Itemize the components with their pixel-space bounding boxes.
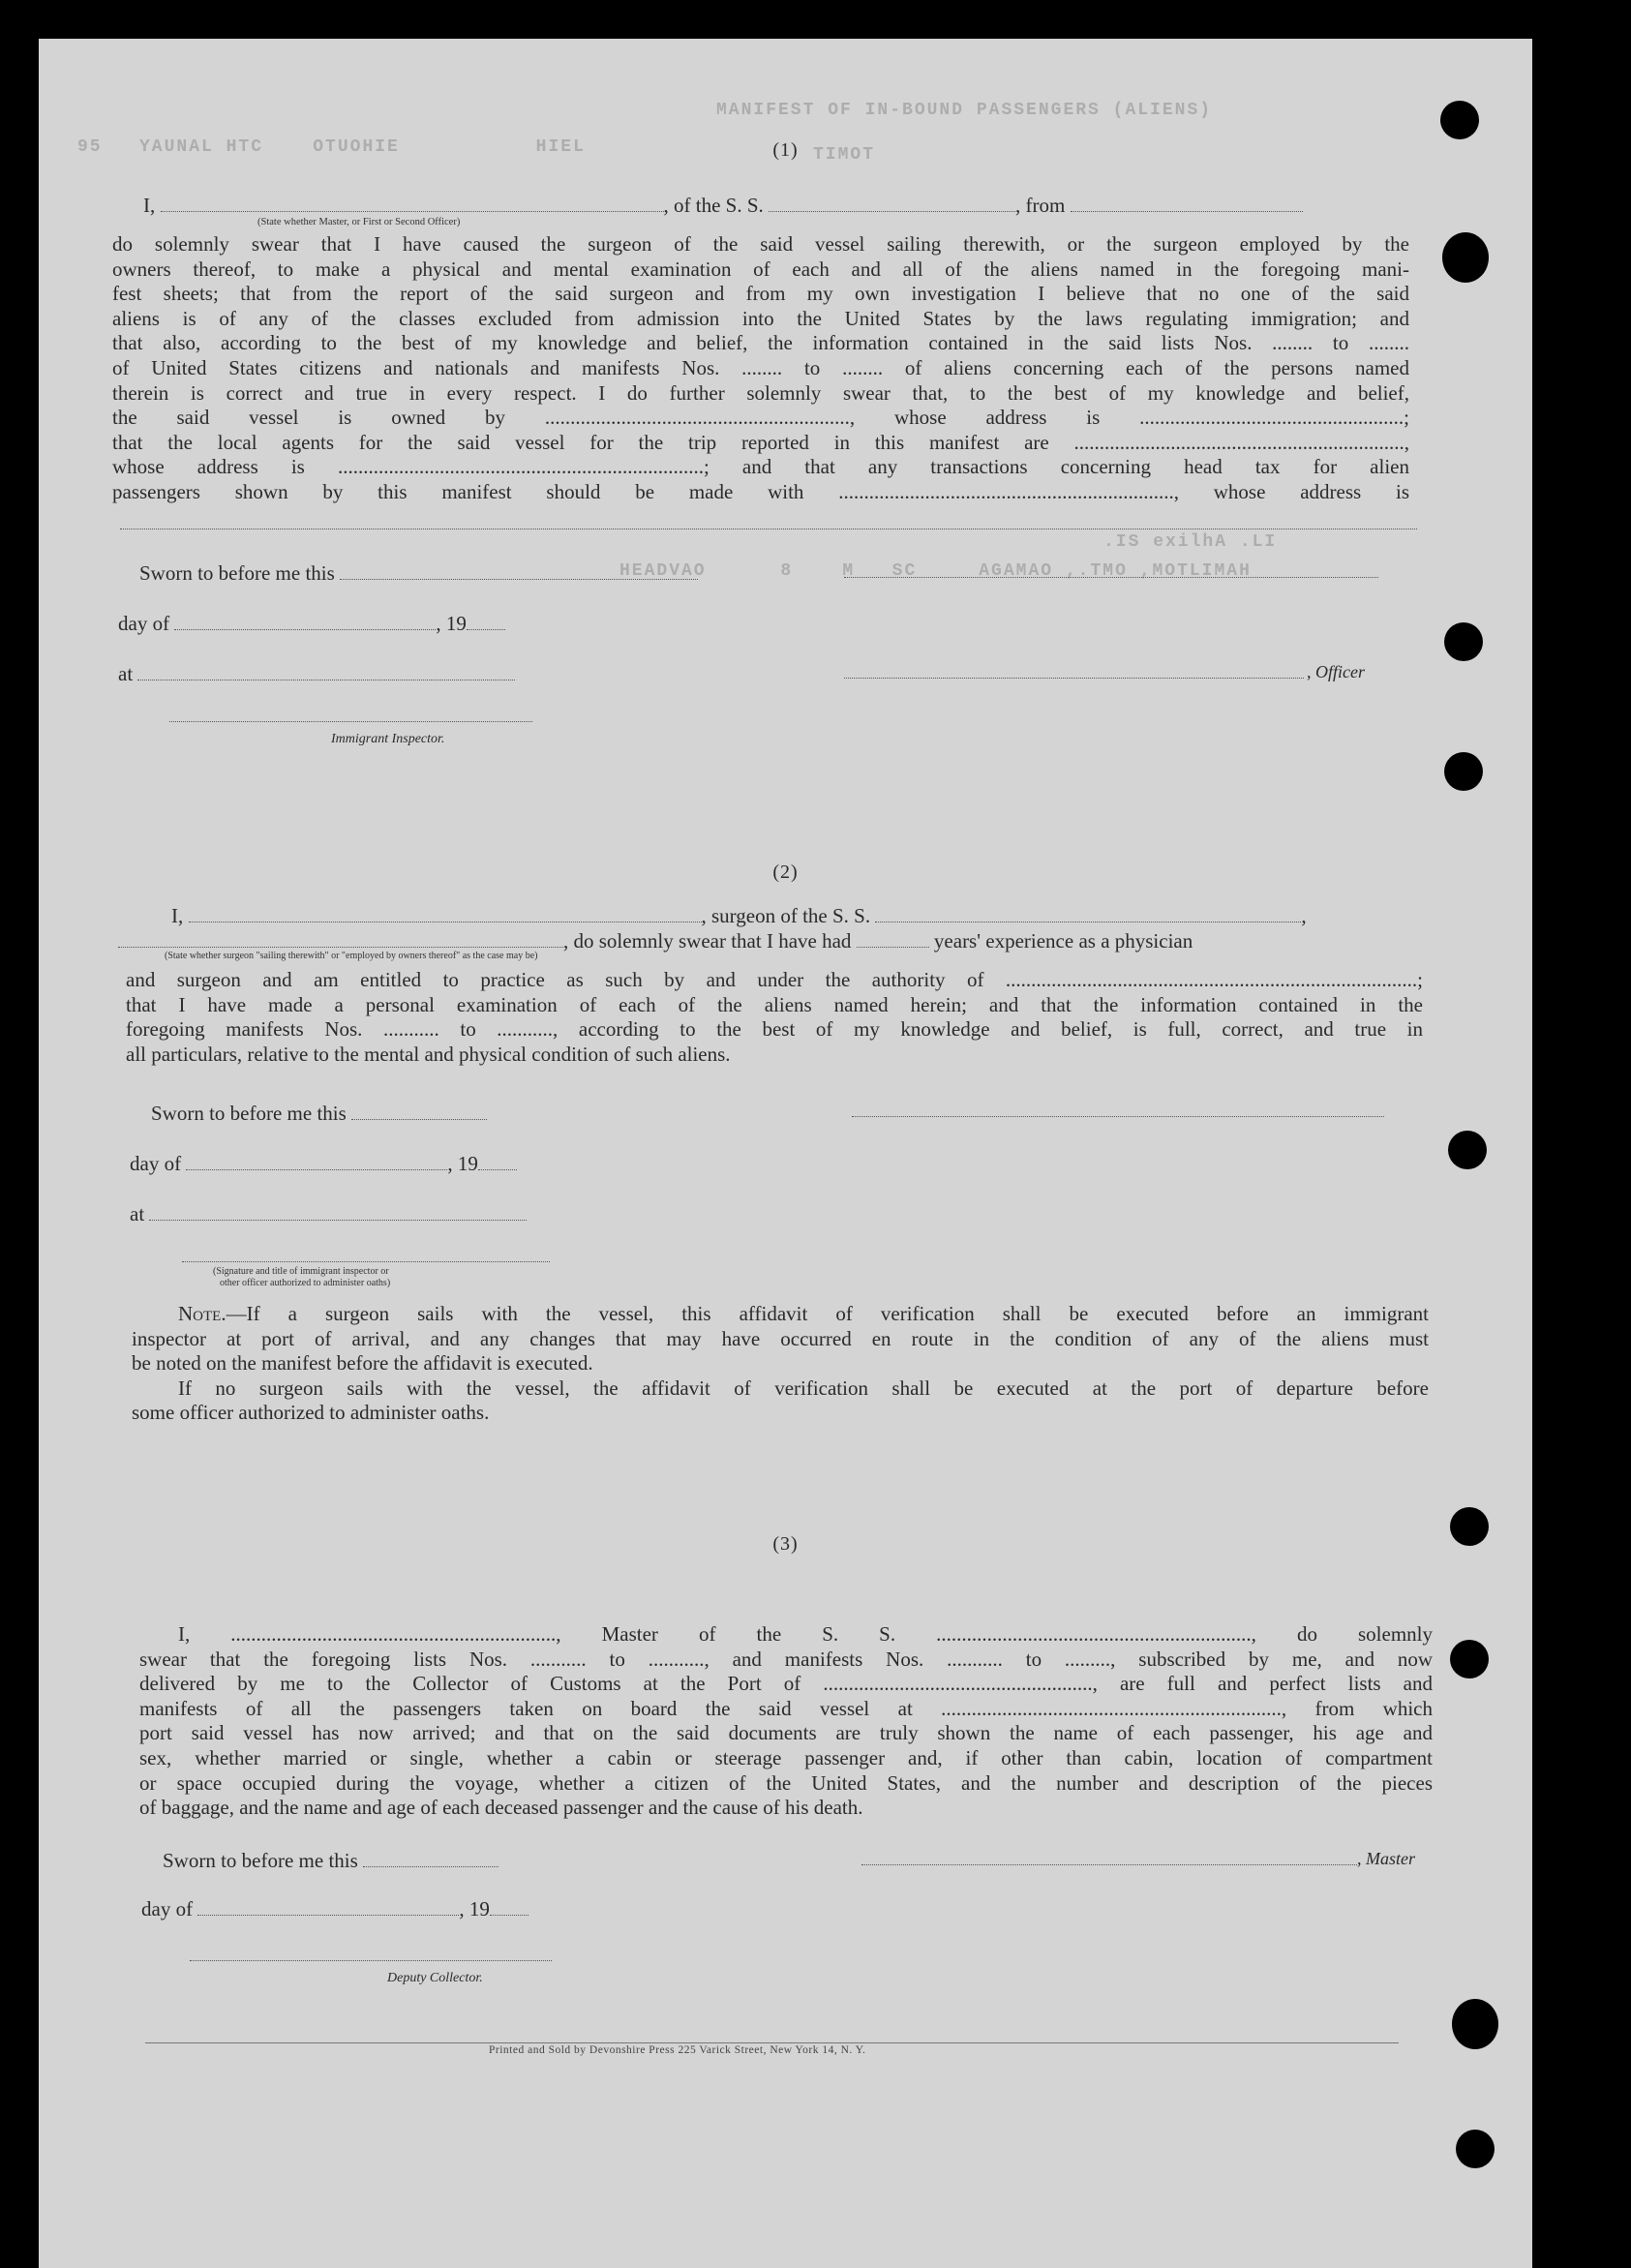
bleed-through-text: HEADVAO 8 M SC AGAMAO ,.TMO ,MOTLIMAH xyxy=(619,561,1252,581)
paragraph-line: swear that the foregoing lists Nos. ........... to ..........., and manifests Nos. ........... to ........., subscribed by me, and now xyxy=(139,1647,1433,1671)
master-label: , Master xyxy=(1357,1849,1415,1868)
paragraph-line: of baggage, and the name and age of each deceased passenger and the cause of his death. xyxy=(139,1796,863,1820)
at-line xyxy=(118,660,515,685)
year-label: , 19 xyxy=(436,612,467,635)
section-2-oath-line: I, , surgeon of the S. S. , xyxy=(171,904,1307,927)
paragraph-line: port said vessel has now arrived; and that on the said documents are truly shown the name of each passenger, his age and xyxy=(139,1721,1433,1745)
punch-hole xyxy=(1452,1999,1498,2049)
bleed-through-text: TIMOT xyxy=(813,145,876,165)
oath-prefix: I, xyxy=(143,194,156,217)
paragraph-line xyxy=(132,1302,1429,1327)
paragraph-line: that the local agents for the said vessel for the trip reported in this manifest are ................................................................., xyxy=(112,430,1409,454)
year-field[interactable] xyxy=(490,1895,529,1916)
from-port-field[interactable] xyxy=(1071,192,1303,212)
day-of-line xyxy=(118,610,505,635)
deputy-label: Deputy Collector. xyxy=(387,1971,483,1985)
paragraph-line: passengers shown by this manifest should be made with .................................................................., whose address is xyxy=(112,479,1409,503)
signature-caption: other officer authorized to administer oaths) xyxy=(220,1278,391,1288)
paragraph-line: manifests of all the passengers taken on board the said vessel at ..................................................................., from which xyxy=(139,1696,1433,1720)
sworn-date-field[interactable] xyxy=(351,1100,487,1120)
section-3-number: (3) xyxy=(772,1533,799,1555)
sworn-date-field[interactable] xyxy=(340,559,698,580)
years-field[interactable] xyxy=(857,927,929,948)
paragraph-line: that also, according to the best of my knowledge and belief, the information contained in the said lists Nos. ........ to ........ xyxy=(112,331,1409,355)
section-2-number: (2) xyxy=(772,862,799,883)
sworn-line xyxy=(151,1100,487,1125)
day-of-label: day of xyxy=(118,612,170,635)
sworn-line xyxy=(163,1847,498,1872)
paragraph-line: If no surgeon sails with the vessel, the affidavit of verification shall be executed at the port of departure before xyxy=(178,1376,1429,1400)
bleed-through-text: .IS exilhA .LI xyxy=(1103,532,1278,552)
paragraph-line: all particulars, relative to the mental and physical condition of such aliens. xyxy=(126,1042,731,1066)
section-1-oath-line xyxy=(143,192,1303,217)
surgeon-signature-line[interactable] xyxy=(852,1116,1384,1117)
day-of-label: day of xyxy=(130,1152,182,1175)
section-2-paragraph xyxy=(126,968,1423,1067)
punch-hole xyxy=(1440,101,1479,139)
surgeon-caption: (State whether surgeon "sailing therewith" or "employed by owners thereof" as the case may be) xyxy=(165,951,538,961)
year-label: , 19 xyxy=(459,1897,490,1920)
sworn-label: Sworn to before me this xyxy=(151,1102,347,1125)
master-signature-line[interactable] xyxy=(861,1864,1357,1865)
sworn-label: Sworn to before me this xyxy=(163,1849,358,1872)
punch-hole xyxy=(1448,1131,1487,1169)
paragraph-line: and surgeon and am entitled to practice as such by and under the authority of .................................................................................; xyxy=(126,968,1423,991)
officer-caption: (State whether Master, or First or Second Officer) xyxy=(257,217,461,227)
vessel-name-field[interactable] xyxy=(769,192,1015,212)
paragraph-line: some officer authorized to administer oaths. xyxy=(132,1401,490,1425)
at-place-field[interactable] xyxy=(149,1200,527,1221)
paragraph-line: owners thereof, to make a physical and mental examination of each and all of the aliens named in the foregoing mani- xyxy=(112,257,1409,281)
from-label: , from xyxy=(1015,194,1066,217)
paragraph-line: do solemnly swear that I have caused the surgeon of the said vessel sailing therewith, or the surgeon employed by the xyxy=(112,232,1409,256)
officer-signature-line[interactable] xyxy=(844,678,1304,679)
paragraph-line: aliens is of any of the classes excluded from admission into the United States by the laws regulating immigration; and xyxy=(112,306,1409,330)
officer-name-field[interactable] xyxy=(161,192,664,212)
sworn-line xyxy=(139,559,698,585)
bleed-through-text: 95 YAUNAL HTC OTUOHIE HIEL xyxy=(77,137,586,157)
day-of-field[interactable] xyxy=(197,1895,459,1916)
day-of-line xyxy=(130,1150,517,1175)
punch-hole xyxy=(1444,622,1483,661)
section-2-experience-line xyxy=(118,927,1193,953)
at-line xyxy=(130,1200,527,1225)
paragraph-line: foregoing manifests Nos. ........... to ..........., according to the best of my knowledge and belief, is full, correct, and true in xyxy=(126,1017,1423,1042)
officer-label: , Officer xyxy=(1307,662,1365,681)
at-label: at xyxy=(118,662,134,685)
year-field[interactable] xyxy=(478,1150,517,1170)
paragraph-line: the said vessel is owned by ............................................................, whose address is ....................................................; xyxy=(112,406,1409,430)
officer-signature-line[interactable] xyxy=(844,577,1378,578)
surgeon-role-field[interactable] xyxy=(118,927,563,948)
year-label: , 19 xyxy=(447,1152,478,1175)
day-of-field[interactable] xyxy=(174,610,436,630)
bleed-through-text: MANIFEST OF IN-BOUND PASSENGERS (ALIENS) xyxy=(716,101,1213,120)
deputy-signature-line[interactable] xyxy=(190,1960,552,1961)
footer-rule xyxy=(145,2042,1399,2043)
section-3-paragraph xyxy=(139,1622,1433,1821)
inspector-signature-line[interactable] xyxy=(169,721,532,722)
year-field[interactable] xyxy=(467,610,505,630)
paragraph-line: or space occupied during the voyage, whether a citizen of the United States, and the number and description of the pieces xyxy=(139,1770,1433,1795)
section-1-number: (1) xyxy=(772,139,799,161)
oath-prefix: I, xyxy=(171,904,184,927)
paragraph-line: inspector at port of arrival, and any changes that may have occurred en route in the condition of any of the aliens must xyxy=(132,1326,1429,1350)
note-label: Note. xyxy=(178,1302,227,1325)
note-paragraph xyxy=(132,1302,1429,1426)
inspector-label: Immigrant Inspector. xyxy=(331,732,445,746)
at-label: at xyxy=(130,1202,145,1225)
document-page xyxy=(39,39,1532,2268)
note-text: —If a surgeon sails with the vessel, this affidavit of verification shall be executed before an immigrant xyxy=(226,1302,1429,1325)
inspector-signature-line[interactable] xyxy=(182,1261,550,1262)
years-label: years' experience as a physician xyxy=(933,929,1193,953)
day-of-line xyxy=(141,1895,529,1920)
paragraph-line: of United States citizens and nationals and manifests Nos. ........ to ........ of aliens concerning each of the persons named xyxy=(112,355,1409,379)
paragraph-line: I, ................................................................, Master of the S. S. .............................................................., do solemnly xyxy=(178,1622,1433,1646)
vessel-name-field[interactable] xyxy=(875,902,1301,922)
punch-hole xyxy=(1456,2130,1495,2168)
surgeon-label: , surgeon of the S. S. xyxy=(701,904,871,927)
at-place-field[interactable] xyxy=(137,660,515,680)
punch-hole xyxy=(1444,752,1483,791)
paragraph-line: sex, whether married or single, whether a cabin or steerage passenger and, if other than cabin, location of compartment xyxy=(139,1745,1433,1769)
printer-imprint: Printed and Sold by Devonshire Press 225 Varick Street, New York 14, N. Y. xyxy=(489,2044,866,2056)
paragraph-line: therein is correct and true in every respect. I do further solemnly swear that, to the best of my knowledge and belief, xyxy=(112,380,1409,405)
surgeon-name-field[interactable] xyxy=(189,902,702,922)
punch-hole xyxy=(1450,1640,1489,1678)
vessel-label: , of the S. S. xyxy=(663,194,764,217)
section-1-paragraph xyxy=(112,232,1409,505)
paragraph-line: delivered by me to the Collector of Customs at the Port of ....................................................., are full and perfect lists and xyxy=(139,1672,1433,1696)
day-of-field[interactable] xyxy=(186,1150,447,1170)
day-of-label: day of xyxy=(141,1897,194,1920)
punch-hole xyxy=(1442,232,1489,283)
paragraph-line: be noted on the manifest before the affidavit is executed. xyxy=(132,1351,593,1376)
paragraph-line: that I have made a personal examination of each of the aliens named herein; and that the information contained in the xyxy=(126,992,1423,1016)
signature-caption: (Signature and title of immigrant inspector or xyxy=(213,1266,389,1277)
sworn-label: Sworn to before me this xyxy=(139,561,335,585)
paragraph-line: fest sheets; that from the report of the said surgeon and from my own investigation I believe that no one of the said xyxy=(112,282,1409,306)
swear-label: , do solemnly swear that I have had xyxy=(563,929,852,953)
sworn-date-field[interactable] xyxy=(363,1847,498,1867)
paragraph-line: whose address is ........................................................................; and that any transactions concerning head tax for alien xyxy=(112,455,1409,479)
